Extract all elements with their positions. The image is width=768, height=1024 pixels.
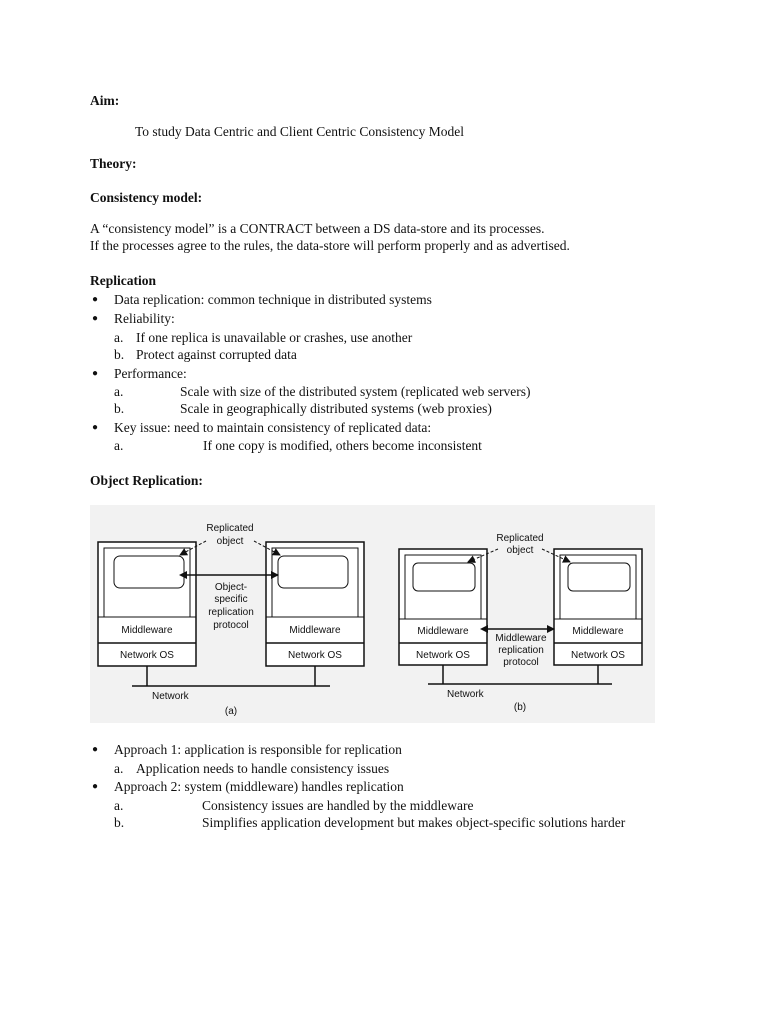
diagram-a <box>98 523 364 717</box>
sub-item: If one replica is unavailable or crashes, use another <box>136 330 413 345</box>
sub-item-marker: a. <box>114 330 124 345</box>
consistency-model-heading: Consistency model: <box>90 190 203 205</box>
list-item: Key issue: need to maintain consistency of replicated data: <box>114 420 432 435</box>
sub-item-marker: a. <box>114 438 124 453</box>
sub-item: Scale in geographically distributed systems (web proxies) <box>180 401 492 416</box>
sub-item: Scale with size of the distributed system (replicated web servers) <box>180 384 531 399</box>
sub-item: Consistency issues are handled by the middleware <box>202 798 474 813</box>
sub-item: If one copy is modified, others become inconsistent <box>203 438 482 453</box>
bullet-icon: ● <box>92 422 99 433</box>
sub-item-marker: a. <box>114 761 124 776</box>
replicated-object-label-a: Replicated <box>206 523 254 534</box>
protocol-label-b-3: protocol <box>503 657 539 668</box>
netos-label-left-a: Network OS <box>120 650 174 661</box>
aim-heading: Aim: <box>90 93 120 108</box>
sub-item-marker: a. <box>114 384 124 399</box>
replicated-object-label-b-2: object <box>506 545 534 556</box>
bullet-icon: ● <box>92 313 99 324</box>
sub-item: Simplifies application development but makes object-specific solutions harder <box>202 815 626 830</box>
sub-item: Protect against corrupted data <box>136 347 297 362</box>
sub-item-marker: b. <box>114 815 125 830</box>
network-label-a: Network <box>152 691 189 702</box>
figure-caption-b: (b) <box>513 702 527 713</box>
bullet-icon: ● <box>92 781 99 792</box>
replicated-object-left-a <box>114 556 184 588</box>
list-item: Performance: <box>114 366 187 381</box>
protocol-label-a-2: specific <box>214 594 248 605</box>
list-item: Approach 2: system (middleware) handles replication <box>114 779 404 794</box>
object-replication-figure <box>90 505 655 723</box>
protocol-label-b: Middleware <box>495 633 547 644</box>
replicated-object-right-b <box>568 563 630 591</box>
netos-label-right-a: Network OS <box>288 650 342 661</box>
bullet-icon: ● <box>92 744 99 755</box>
list-item: Reliability: <box>114 311 175 326</box>
replicated-object-right-a <box>278 556 348 588</box>
bullet-icon: ● <box>92 368 99 379</box>
bullet-icon: ● <box>92 294 99 305</box>
protocol-label-a-4: protocol <box>213 620 249 631</box>
diagram-b <box>399 533 642 713</box>
middleware-label-right-b: Middleware <box>572 626 624 637</box>
netos-label-right-b: Network OS <box>571 650 625 661</box>
protocol-label-a-3: replication <box>208 607 254 618</box>
consistency-model-line-1: A “consistency model” is a CONTRACT between a DS data-store and its processes. <box>90 221 545 236</box>
theory-heading: Theory: <box>90 156 137 171</box>
list-item: Approach 1: application is responsible for replication <box>114 742 402 757</box>
object-replication-heading: Object Replication: <box>90 473 203 488</box>
protocol-label-b-2: replication <box>498 645 544 656</box>
protocol-label-a: Object- <box>214 582 248 593</box>
replicated-object-label-b: Replicated <box>496 533 544 544</box>
aim-text: To study Data Centric and Client Centric Consistency Model <box>135 124 464 139</box>
replicated-object-label-a-2: object <box>216 536 244 547</box>
middleware-label-left-a: Middleware <box>121 625 173 636</box>
sub-item-marker: b. <box>114 401 125 416</box>
replicated-object-left-b <box>413 563 475 591</box>
consistency-model-line-2: If the processes agree to the rules, the data-store will perform properly and as advertised. <box>90 238 570 253</box>
figure-caption-a: (a) <box>224 706 238 717</box>
sub-item-marker: b. <box>114 347 125 362</box>
sub-item: Application needs to handle consistency issues <box>136 761 390 776</box>
middleware-label-right-a: Middleware <box>289 625 341 636</box>
network-label-b: Network <box>447 689 484 700</box>
sub-item-marker: a. <box>114 798 124 813</box>
netos-label-left-b: Network OS <box>416 650 470 661</box>
replication-heading: Replication <box>90 273 156 288</box>
list-item: Data replication: common technique in distributed systems <box>114 292 432 307</box>
middleware-label-left-b: Middleware <box>417 626 469 637</box>
